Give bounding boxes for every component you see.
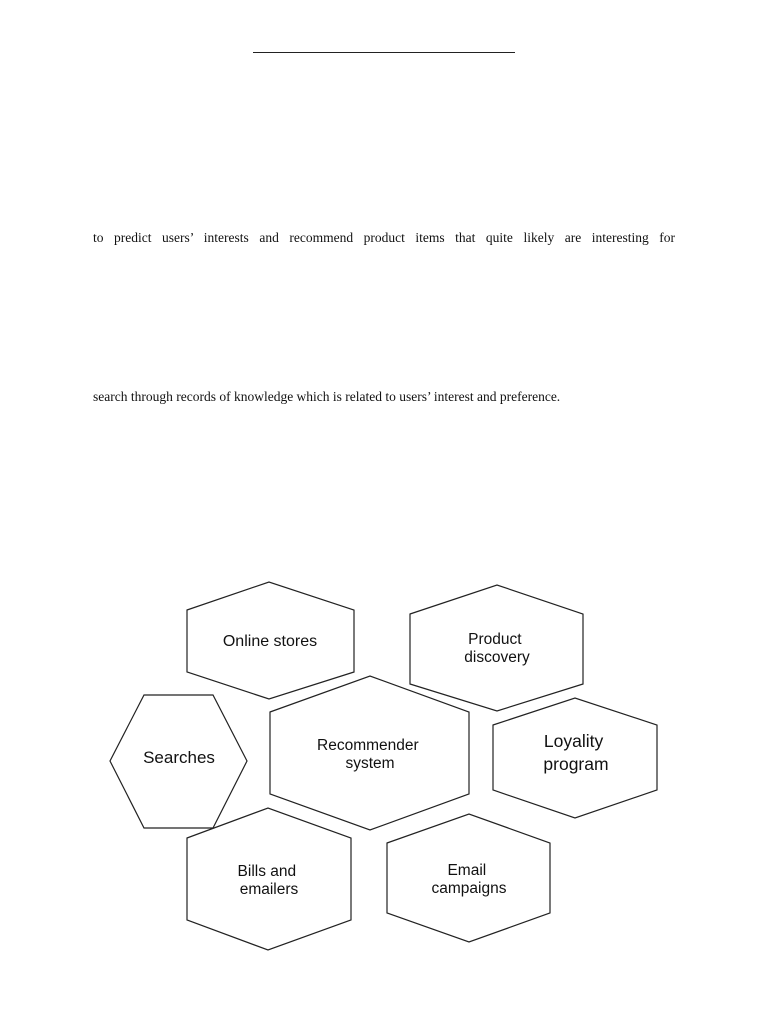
bills-and-emailers-line-2: emailers (239, 881, 299, 898)
online-stores-line-1: Online stores (222, 633, 318, 650)
loyality-program-line-1: Loyality (543, 731, 604, 751)
product-discovery-line-2: discovery (464, 649, 530, 666)
recommender-system-line-2: system (345, 755, 395, 772)
hexagon-label-online-stores (223, 633, 317, 650)
hexagon-label-product-discovery (464, 631, 530, 666)
hexagon-online-stores (187, 582, 354, 699)
loyality-program-line-2: program (543, 754, 609, 774)
paragraph-line-2: search through records of knowledge which is related to users’ interest and preference. (93, 389, 561, 404)
hexagon-product-discovery (410, 585, 583, 711)
hexagon-bills-and-emailers (187, 808, 351, 950)
hexagon-email-campaigns (387, 814, 550, 942)
hexagon-label-bills-and-emailers (238, 863, 301, 898)
paragraph-line-1: to predict users’ interests and recommend product items that quite likely are interesting for (93, 230, 675, 245)
email-campaigns-line-1: Email (447, 862, 487, 879)
email-campaigns-line-2: campaigns (431, 880, 507, 897)
recommender-system-line-1: Recommender (317, 737, 419, 754)
searches-line-1: Searches (143, 748, 215, 767)
bills-and-emailers-line-1: Bills and (237, 863, 297, 880)
hexagon-recommender-system (270, 676, 469, 830)
product-discovery-line-1: Product (468, 631, 522, 648)
hexagon-label-searches (143, 748, 215, 767)
hexagon-loyality-program (493, 698, 657, 818)
hexagon-searches (110, 695, 247, 828)
